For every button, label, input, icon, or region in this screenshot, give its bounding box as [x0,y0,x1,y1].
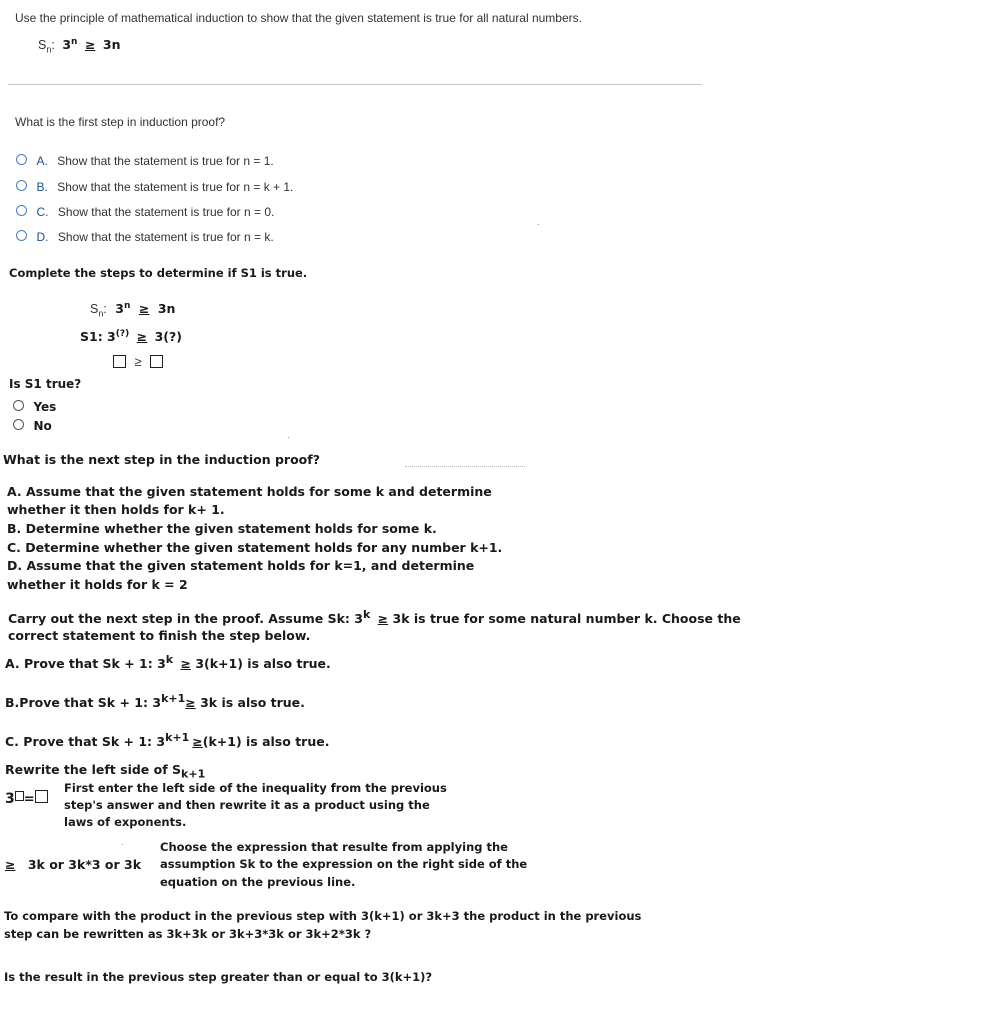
rewrite-note-1: First enter the left side of the inequality from the previous [64,781,447,795]
q2-option-d-line2[interactable]: whether it holds for k = 2 [7,577,188,592]
q2-option-c[interactable]: C. Determine whether the given statement holds for any number k+1. [7,540,503,555]
statement-base: 3 [62,37,72,53]
q3-option-b[interactable] [5,692,305,710]
instruction-text: Use the principle of mathematical induction to show that the given statement is true for all natural numbers. [15,11,582,25]
option-text-b: 3(k+1) is also true. [195,656,331,672]
no-label: No [33,419,52,433]
statement-rhs: 3n [102,37,121,53]
compare-line-2: step can be rewritten as 3k+3k or 3k+3*3k or 3k+2*3k ? [4,927,372,941]
q2-option-d-line1[interactable]: D. Assume that the given statement holds for k=1, and determine [7,558,475,573]
s1-statement-line [90,300,175,319]
s1-exp: (?) [115,328,130,339]
rewrite-heading [5,762,205,781]
radio-option-a[interactable] [16,154,27,165]
q3-option-a[interactable] [5,653,331,671]
choose-note-2: assumption Sk to the expression on the right side of the [160,857,528,871]
option-letter: B. [36,180,48,194]
product-input[interactable] [35,790,48,803]
statement-exp: n [124,300,131,311]
rewrite-note-2: step's answer and then rewrite it as a product using the [64,798,430,812]
option-text: Show that the statement is true for n = 1. [57,154,274,168]
option-letter: D. [36,230,49,244]
statement-base: 3 [115,301,124,316]
statement-sn [38,37,121,55]
q3-text-b: 3k is true for some natural number k. Choose the [392,611,741,627]
assumption-line [5,857,141,872]
q1-option-c[interactable] [16,203,274,221]
option-label: B. [5,695,20,711]
radio-option-b[interactable] [16,180,27,191]
option-text: Show that the statement is true for n = 0. [57,205,275,219]
s1-yes-option[interactable] [13,398,56,416]
option-letter: A. [36,154,48,168]
option-text-b: (k+1) is also true. [202,734,330,750]
s1-prefix: S1: 3 [80,329,116,344]
stray-dot [122,844,123,845]
radio-option-c[interactable] [16,205,27,216]
rewrite-heading-text: Rewrite the left side of S [5,762,182,777]
s1-left-input[interactable] [113,355,126,368]
option-text-b: 3k is also true. [200,695,305,711]
statement-colon: : [51,38,55,53]
q3-prompt-line1 [8,608,741,626]
q1-option-b[interactable] [16,178,293,196]
statement-rel: ≥ [84,37,96,53]
q2-option-b[interactable]: B. Determine whether the given statement holds for some k. [7,521,437,536]
stray-dot [538,224,539,225]
rewrite-equation [5,790,48,808]
q1-prompt: What is the first step in induction proof? [15,115,226,129]
q3-exp: k [362,608,371,621]
statement-s: S [38,38,47,53]
option-rel: ≥ [180,656,191,672]
q2-prompt: What is the next step in the induction proof? [3,452,320,467]
q3-text-a: Carry out the next step in the proof. Assume Sk: 3 [8,611,363,627]
statement-rel: ≥ [138,301,150,316]
yes-label: Yes [33,400,57,414]
stray-dot [288,437,289,438]
radio-yes[interactable] [13,400,24,411]
final-question: Is the result in the previous step greater than or equal to 3(k+1)? [4,970,433,984]
assumption-ge: ≥ [5,857,16,872]
s1-no-option[interactable] [13,417,52,435]
option-letter: C. [36,205,49,219]
s1-answer-boxes [113,355,163,373]
q3-option-c[interactable] [5,731,329,749]
s1-right-input[interactable] [150,355,163,368]
divider [8,84,702,85]
option-exp: k+1 [165,731,190,744]
option-label: A. [5,656,20,672]
choose-note-3: equation on the previous line. [160,875,356,889]
statement-sub: n [98,308,104,319]
option-label: C. [5,734,19,750]
option-rel: ≥ [185,695,196,711]
option-exp: k+1 [161,692,186,705]
statement-sub: n [46,44,52,55]
option-rel: ≥ [192,734,203,750]
option-exp: k [165,653,174,666]
choose-note-1: Choose the expression that resulte from applying the [160,840,508,854]
q3-rel: ≥ [377,611,389,627]
option-text-a: Prove that Sk + 1: 3 [19,695,162,711]
statement-rhs: 3n [157,301,176,316]
s1-rhs: 3(?) [154,329,182,344]
q3-prompt-line2: correct statement to finish the step below. [8,628,311,643]
compare-line-1: To compare with the product in the previous step with 3(k+1) or 3k+3 the product in the previous [4,909,642,923]
option-text-a: Prove that Sk + 1: 3 [23,734,166,750]
statement-colon: : [103,302,107,316]
s1-line [80,328,182,346]
option-text-a: Prove that Sk + 1: 3 [24,656,166,672]
assumption-expr: 3k or 3k*3 or 3k [27,857,142,872]
s1-heading: Complete the steps to determine if S1 is true. [9,266,308,280]
s1-question: Is S1 true? [9,377,82,391]
rewrite-base: 3 [5,791,15,807]
q2-option-a-line1[interactable]: A. Assume that the given statement holds for some k and determine [7,484,492,499]
faint-dotted-line [405,466,525,468]
statement-s: S [90,302,99,316]
q1-option-a[interactable] [16,152,274,170]
rewrite-note-3: laws of exponents. [64,815,187,829]
radio-option-d[interactable] [16,230,27,241]
rewrite-heading-sub: k+1 [181,767,206,781]
rewrite-eq: = [23,792,35,807]
q2-option-a-line2[interactable]: whether it then holds for k+ 1. [7,502,225,517]
statement-exp: n [71,37,78,47]
option-text: Show that the statement is true for n = k + 1. [57,180,294,194]
option-text: Show that the statement is true for n = k. [57,230,274,244]
radio-no[interactable] [13,419,24,430]
exponent-input[interactable] [15,791,24,801]
s1-rel: ≥ [136,329,148,344]
q1-option-d[interactable] [16,228,274,246]
s1-boxes-rel: ≥ [134,354,142,369]
